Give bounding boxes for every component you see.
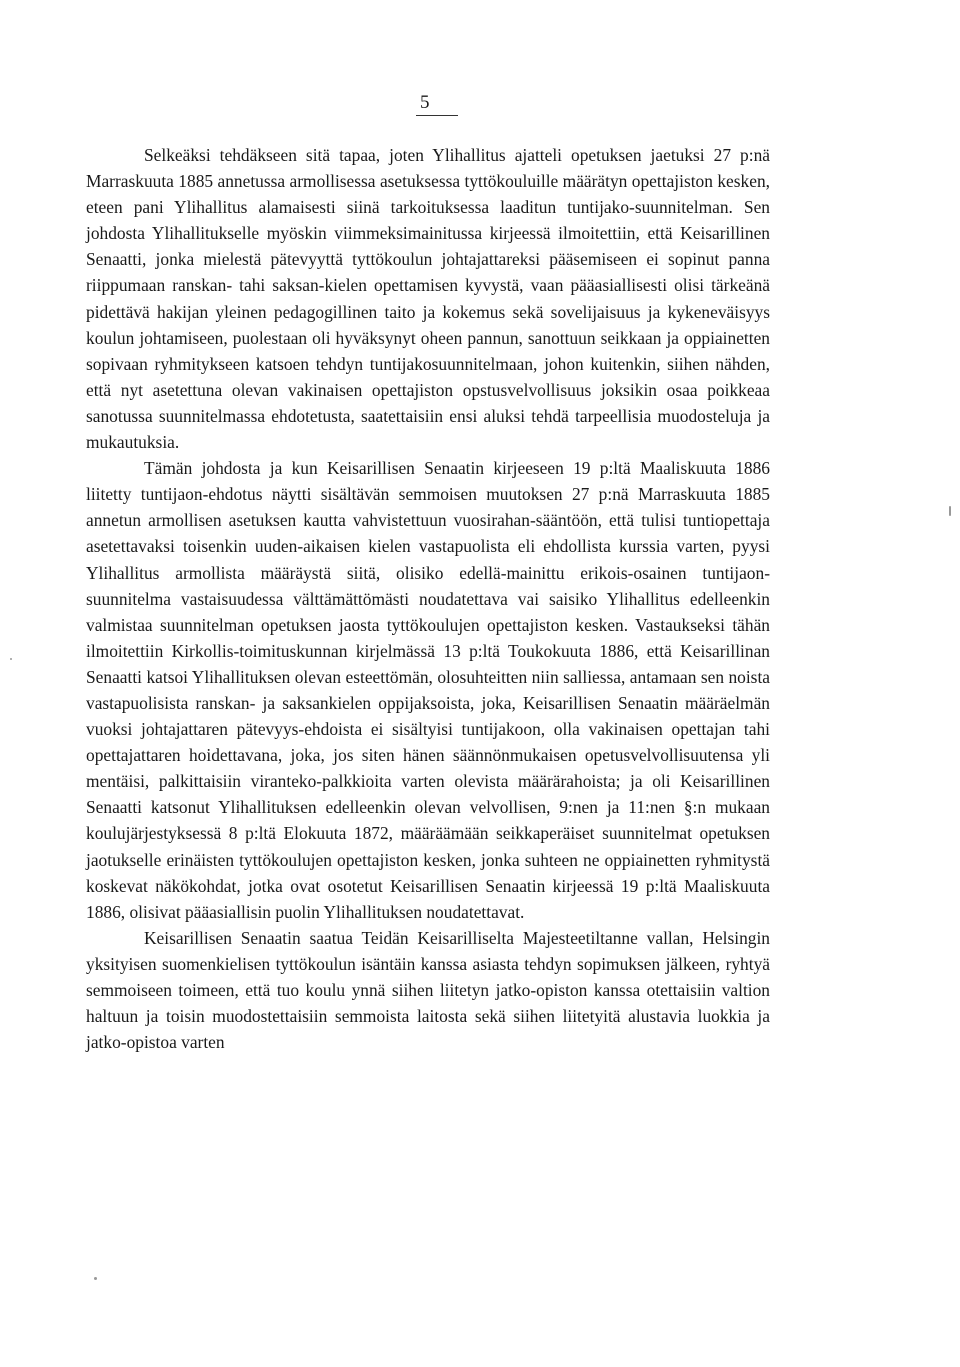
paragraph-2: Tämän johdosta ja kun Keisarillisen Senaatin kirjeeseen 19 p:ltä Maaliskuuta 1886 liitetty tuntijaon-ehdotus näytti sisältävän semmoisen muutoksen 27 p:nä Marraskuuta 1885 annetun armollisen asetuksen kautta vahvistettuun vuosirahan-sääntöön, että tulisi tuntiopettaja asetettavaksi toisenkin uuden-aikaisen kielen vastapuolista eli ehdollista kurssia varten, pyysi Ylihallitus armollista määräystä siitä, olisiko edellä-mainittu erikois-osainen tuntijaon-suunnitelma vastaisuudessa välttämättömästi noudatettava vai saisiko Ylihallitus edelleenkin valmistaa suunnitelman opetuksen jaosta tyttökoulujen opettajiston kesken. Vastaukseksi tähän ilmoitettiin Kirkollis-toimituskunnan kirjelmässä 13 p:ltä Toukokuuta 1886, että Keisarillinan Senaatti katsoi Ylihallituksen olevan esteettömän, olosuhteitten niin salliessa, antamaan sen noista vastapuolisista ranskan- ja saksankielen oppijaksoista, joka, Keisarillisen Senaatin määräelmän vuoksi johtajattaren pätevyys-ehdoista ei sisältyisi tuntijakoon, olla vakinaisen opettajan tahi opettajattaren hoidettavana, joka, jos siten hänen säännönmukaisen opetusvelvollisuutensa yli mentäisi, palkittaisiin viranteko-palkkioita varten olevista määrärahoista; ja oli Keisarillinen Senaatti katsonut Ylihallituksen edelleenkin olevan velvollisen, 9:nen ja 11:nen §:n mukaan koulujärjestyksessä 8 p:ltä Elokuuta 1872, määräämään seikkaperäiset suunnitelmat opetuksen jaotukselle erinäisten tyttökoulujen opettajiston kesken, jonka suhteen ne oppiainetten ryhmitystä koskevat näkökohdat, jotka ovat osotetut Keisarillisen Senaatin kirjeessä 19 p:ltä Maaliskuuta 1886, olisivat pääasiallisin puolin Ylihallituksen noudatettavat. xyxy=(86,458,770,922)
body-text xyxy=(86,142,770,1055)
paragraph-3: Keisarillisen Senaatin saatua Teidän Keisarilliselta Majesteetiltanne vallan, Helsingin yksityisen suomenkielisen tyttökoulun isäntäin kanssa asiasta tehdyn sopimuksen jälkeen, ryhtyä semmoiseen toimeen, että tuo koulu ynnä siihen liitetyn jatko-opiston kanssa otettaisiin valtion haltuun ja toisin muodostettaisiin semmoista laitosta sekä siihen liitetyitä alustavia luokkia ja jatko-opistoa varten xyxy=(86,927,770,1053)
print-speck xyxy=(94,1277,97,1280)
page-number: 5 xyxy=(416,92,458,116)
print-speck xyxy=(10,658,12,660)
paragraph-1: Selkeäksi tehdäkseen sitä tapaa, joten Ylihallitus ajatteli opetuksen jaetuksi 27 p:nä Marraskuuta 1885 annetussa armollisessa asetuksessa tyttökouluille määrätyn opettajiston kesken, eteen pani Ylihallitus alamaisesti siinä tarkoituksessa laaditun tuntijako-suunnitelman. Sen johdosta Ylihallitukselle myöskin viimmeksimainitussa kirjeessä ilmoitettiin, että Keisarillinen Senaatti, jonka mielestä pätevyyttä tyttökoulun johtajattareksi pääsemiseen ei sopinut panna riippumaan ranskan- tahi saksan-kielen opettamisen kyvystä, vaan pääasiallisesti olisi tärkeänä pidettävä hakijan yleinen pedagogillinen taito ja kokemus sekä sovelijaisuus ja kykeneväisyys koulun johtamiseen, puolestaan oli hyväksynyt oheen pannun, sanottuun seikkaan ja oppiainetten sopivaan ryhmitykseen katsoen tehdyn tuntijakosuunnitelmaan, johon kuitenkin, siihen nähden, että nyt asetettuna olevan vakinaisen opettajiston opstusvelvollisuus joksikin osaa poikkeaa sanotussa suunnitelmassa ehdotetusta, saatettaisiin ensi aluksi tehdä tarpeellisia muodosteluja ja mukautuksia. xyxy=(86,145,770,453)
print-speck xyxy=(949,506,951,516)
